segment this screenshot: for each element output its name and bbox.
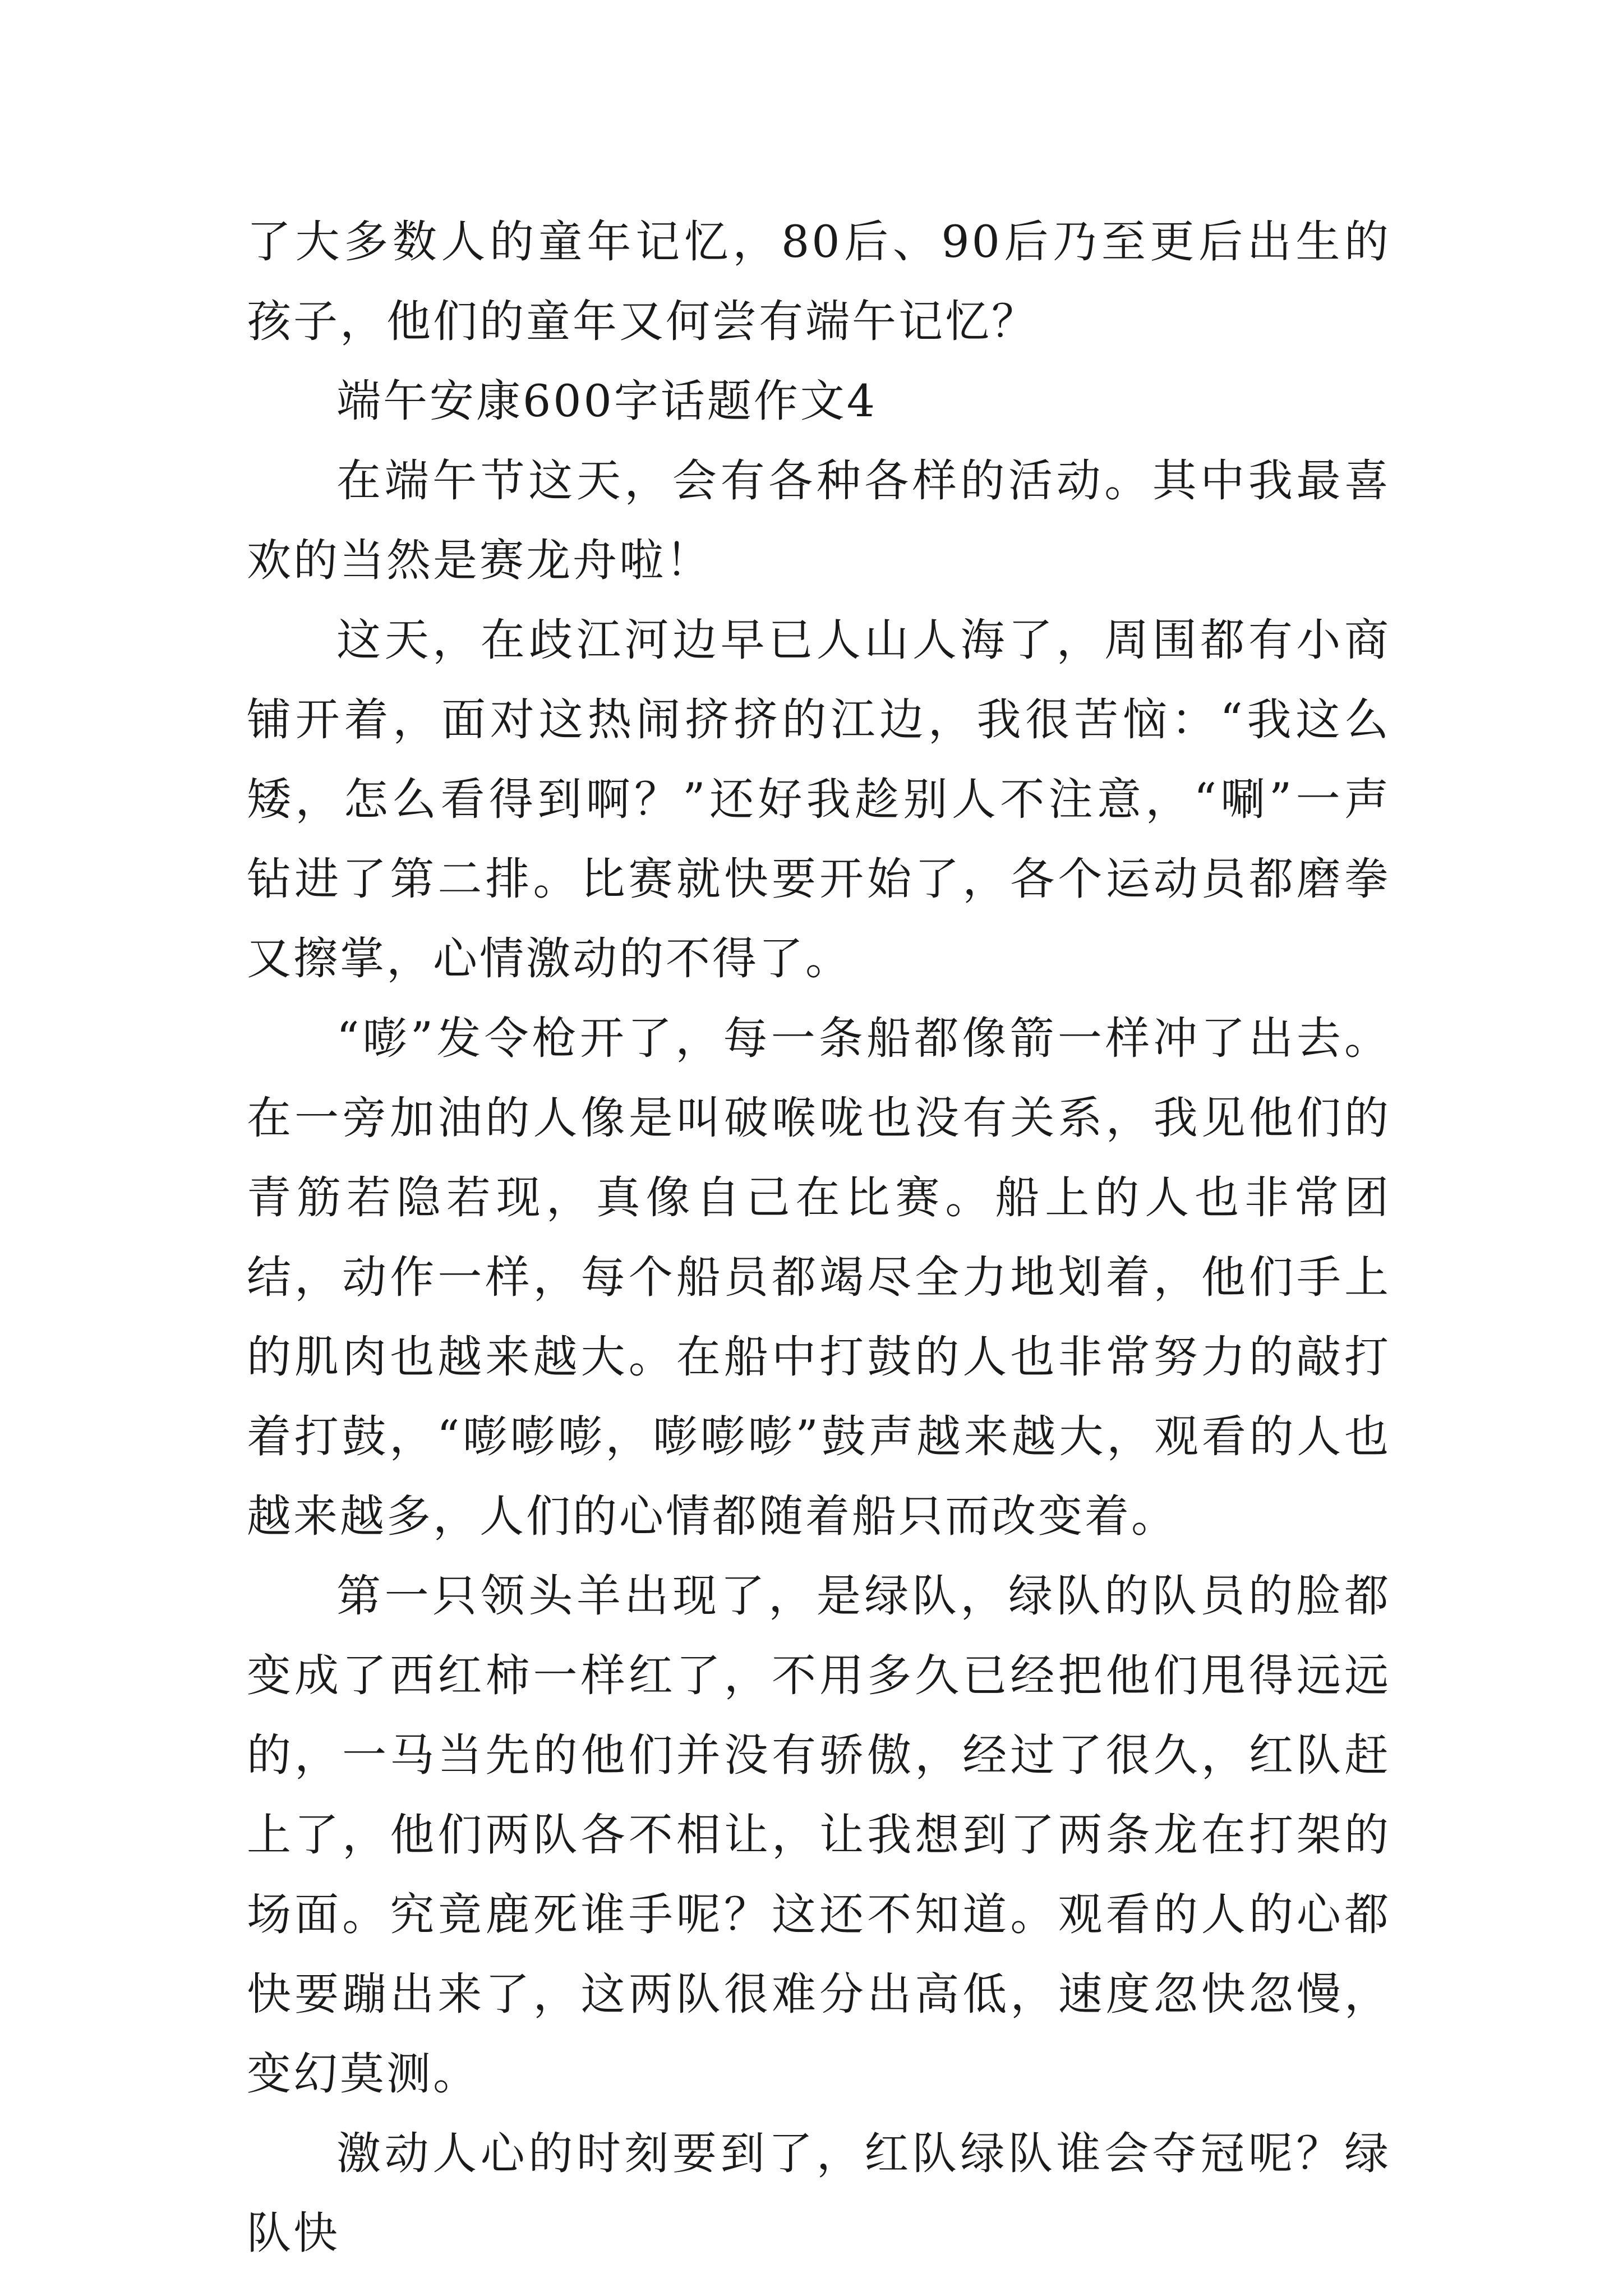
paragraph-intro: 在端午节这天，会有各种各样的活动。其中我最喜欢的当然是赛龙舟啦！ (247, 455, 1391, 586)
paragraph-continued: 了大多数人的童年记忆，80后、90后乃至更后出生的孩子，他们的童年又何尝有端午记忆？ (247, 216, 1391, 347)
essay-title: 端午安康600字话题作文4 (336, 375, 878, 427)
paragraph-riverside: 这天，在歧江河边早已人山人海了，周围都有小商铺开着，面对这热闹挤挤的江边，我很苦恼：“我这么矮，怎么看得到啊？”还好我趁别人不注意，“唰”一声钻进了第二排。比赛就快要开始了，各个运动员都磨拳又擦掌，心情激动的不得了。 (247, 614, 1391, 984)
paragraph-leader: 第一只领头羊出现了，是绿队，绿队的队员的脸都变成了西红柿一样红了，不用多久已经把他们甩得远远的，一马当先的他们并没有骄傲，经过了很久，红队赶上了，他们两队各不相让，让我想到了两条龙在打架的场面。究竟鹿死谁手呢？这还不知道。观看的人的心都快要蹦出来了，这两队很难分出高低，速度忽快忽慢，变幻莫测。 (247, 1570, 1391, 2100)
document-body (247, 202, 1391, 2273)
paragraph-race-start: “嘭”发令枪开了，每一条船都像箭一样冲了出去。在一旁加油的人像是叫破喉咙也没有关系，我见他们的青筋若隐若现，真像自己在比赛。船上的人也非常团结，动作一样，每个船员都竭尽全力地划着，他们手上的肌肉也越来越大。在船中打鼓的人也非常努力的敲打着打鼓，“嘭嘭嘭，嘭嘭嘭”鼓声越来越大，观看的人也越来越多，人们的心情都随着船只而改变着。 (247, 1013, 1391, 1542)
paragraph-climax: 激动人心的时刻要到了，红队绿队谁会夺冠呢？绿队快 (247, 2128, 1391, 2259)
